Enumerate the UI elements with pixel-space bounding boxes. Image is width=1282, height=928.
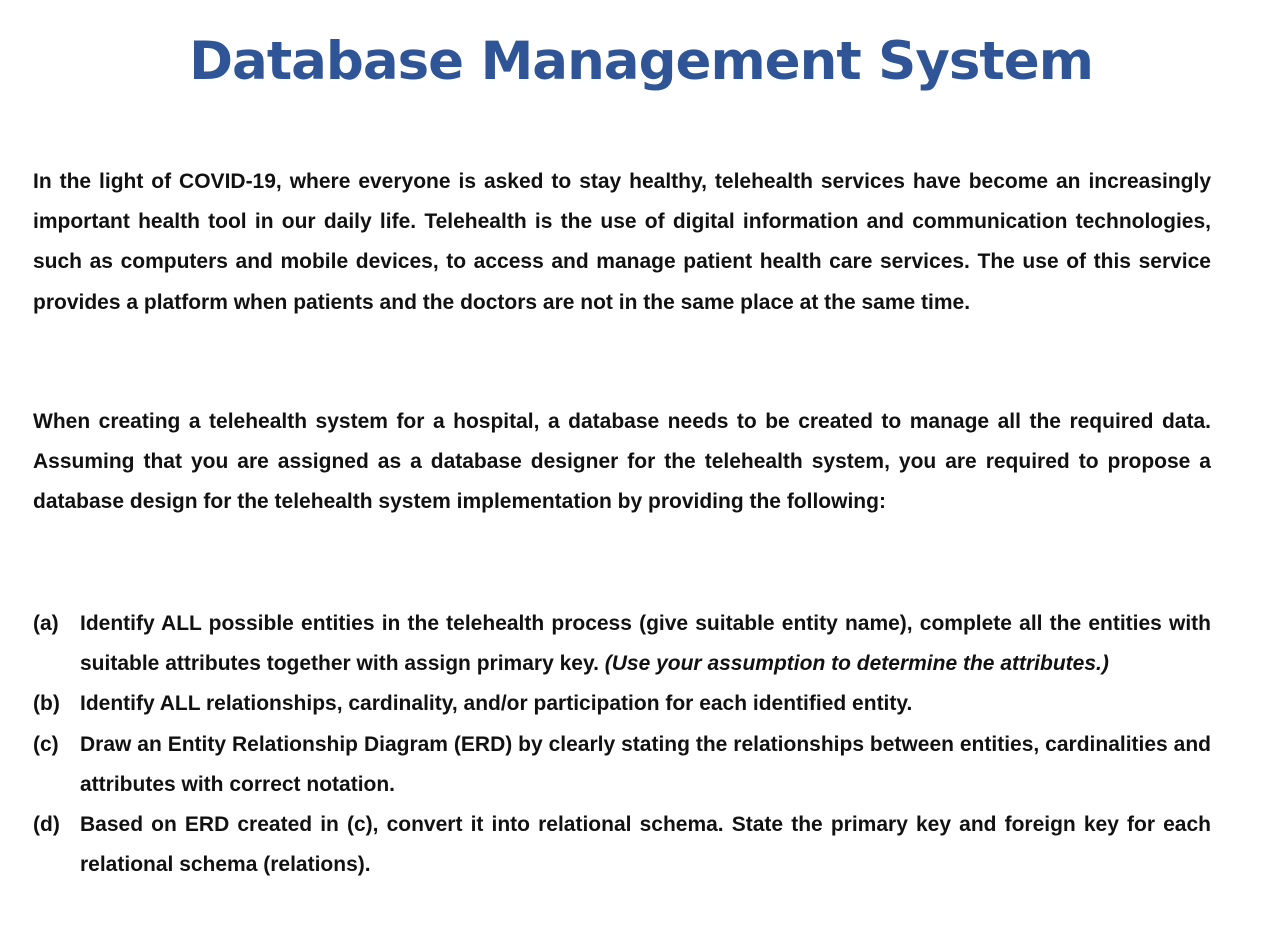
question-label: (d): [33, 813, 60, 837]
question-text: Identify ALL relationships, cardinality, and/or participation for each identified entity.: [80, 692, 913, 716]
task-paragraph: When creating a telehealth system for a hospital, a database needs to be created to manage all the required data. Assuming that you are assigned as a database designer for the telehealth system, you are required to propose a database design for the telehealth system implementation by providing the following:: [33, 410, 1211, 514]
question-label: (a): [33, 612, 59, 635]
question-list: [33, 604, 1211, 885]
question-item-c: [33, 725, 1211, 805]
question-text: Draw an Entity Relationship Diagram (ERD) by clearly stating the relationships between entities, cardinalities and attributes with correct notation.: [80, 732, 1211, 796]
question-item-d: [33, 805, 1211, 885]
question-emphasis: (Use your assumption to determine the attributes.): [604, 652, 1109, 676]
question-label: (b): [33, 692, 60, 716]
page-title: Database Management System: [189, 31, 1093, 92]
question-text-main: Identify ALL possible entities in the telehealth process (give suitable entity name), complete all the entities with suitable attributes together with assign primary key.: [80, 612, 1211, 676]
question-label: (c): [33, 732, 59, 756]
question-item-b: [33, 684, 1211, 724]
question-item-a: [33, 604, 1211, 684]
question-text: [80, 612, 1211, 675]
question-text: Based on ERD created in (c), convert it into relational schema. State the primary key and foreign key for each relational schema (relations).: [80, 813, 1211, 877]
intro-paragraph: In the light of COVID-19, where everyone is asked to stay healthy, telehealth services have become an increasingly important health tool in our daily life. Telehealth is the use of digital information and communication technologies, such as computers and mobile devices, to access and manage patient health care services. The use of this service provides a platform when patients and the doctors are not in the same place at the same time.: [33, 170, 1211, 314]
